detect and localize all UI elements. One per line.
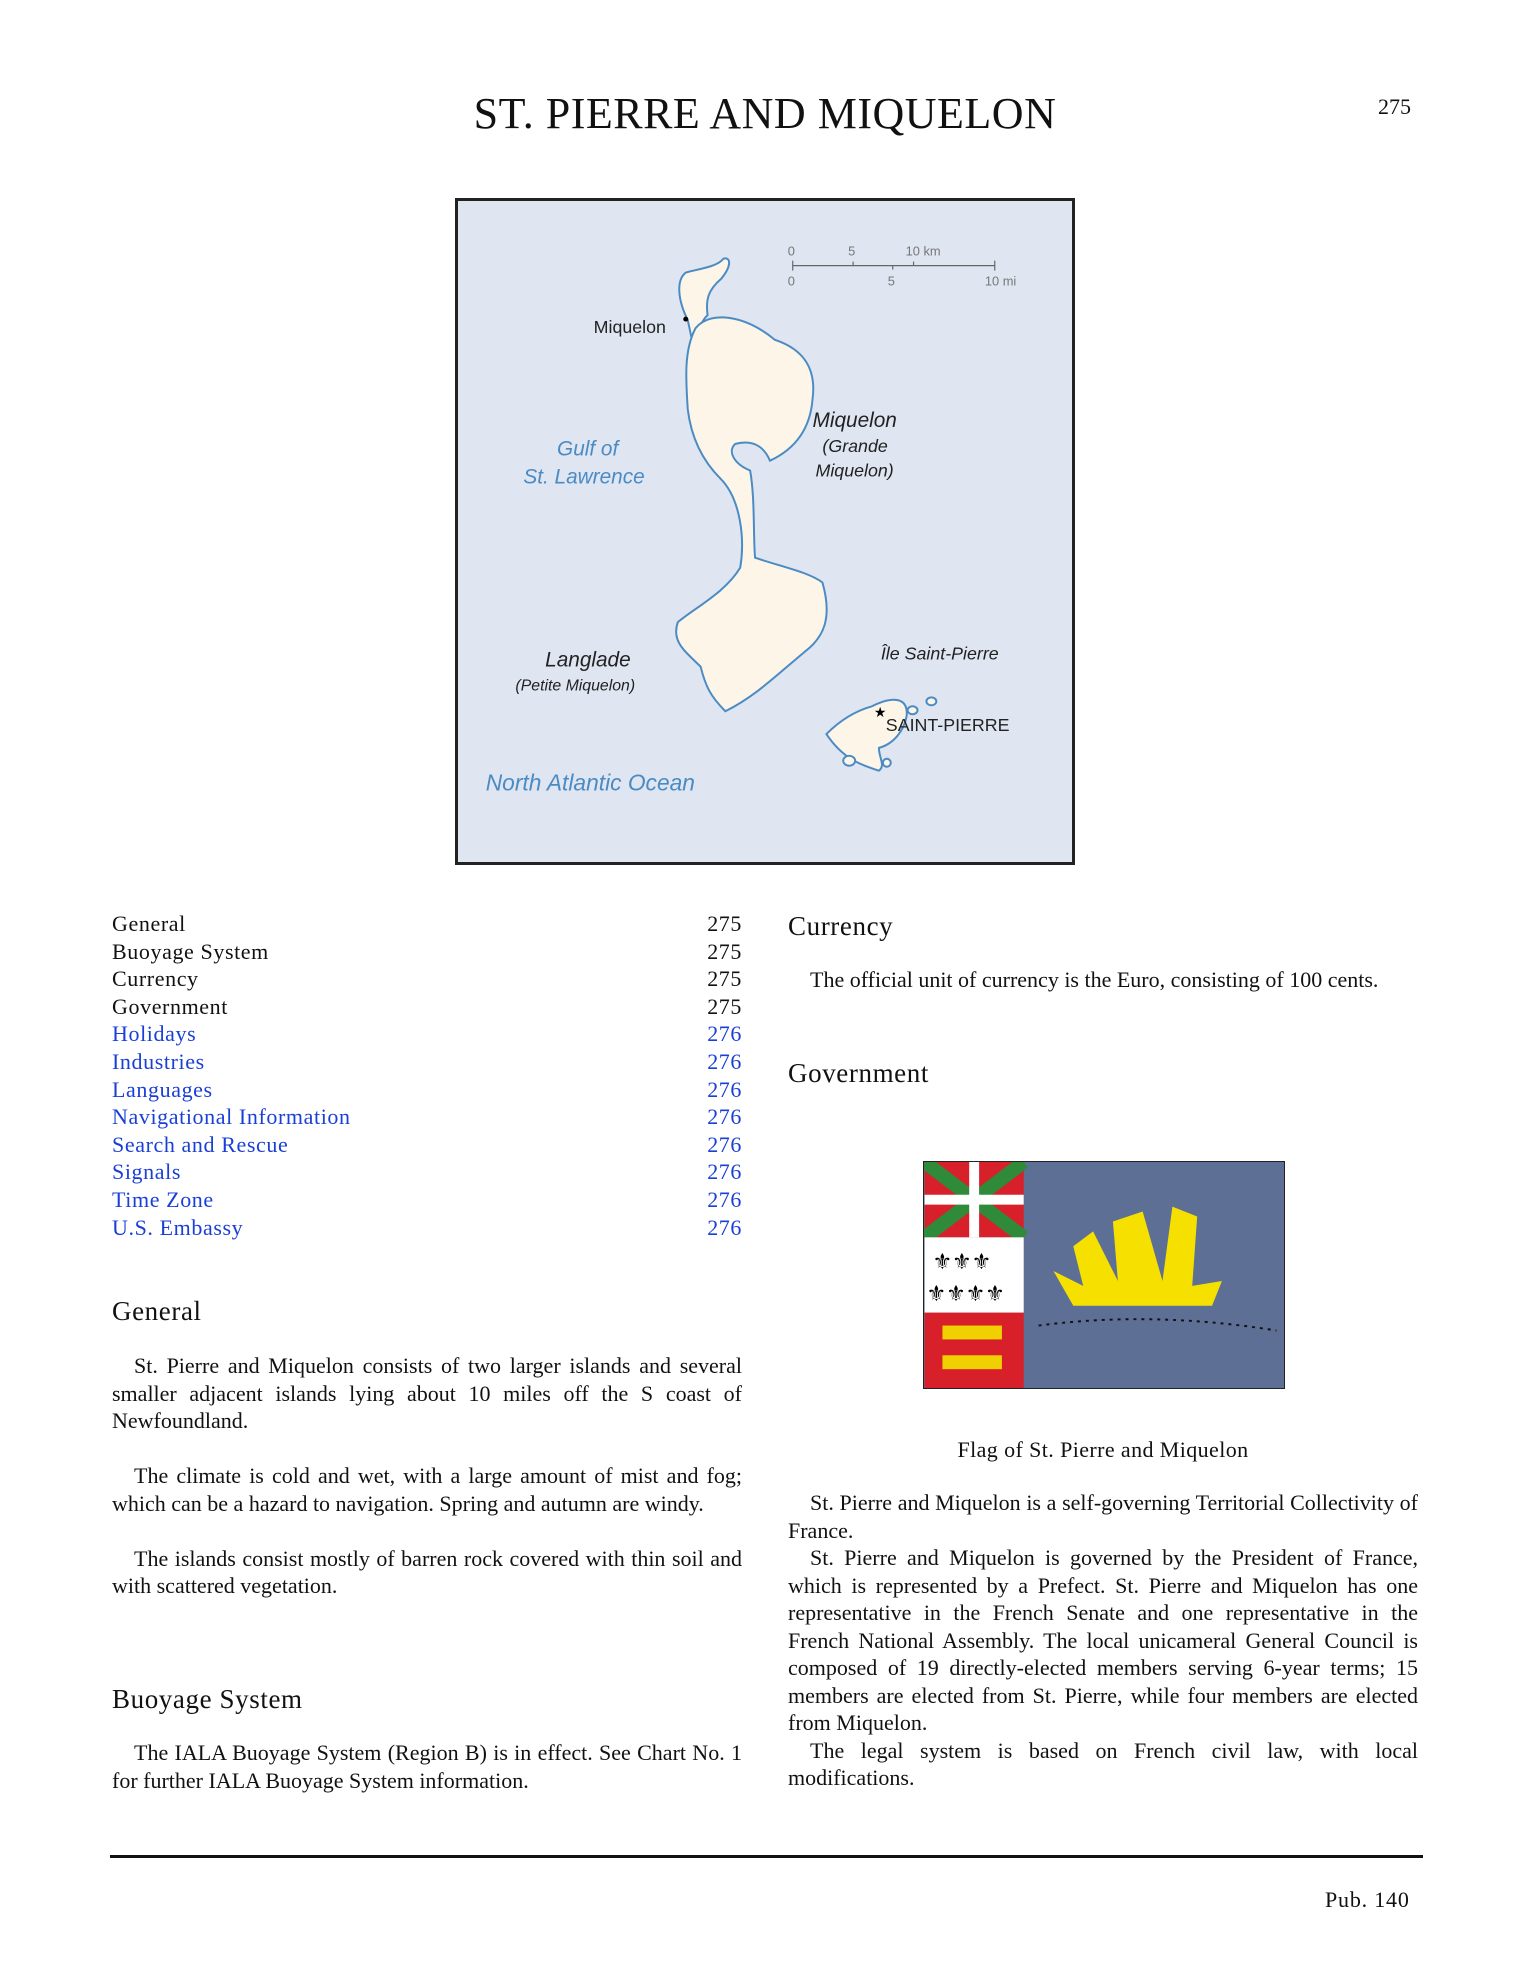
toc-page: 276	[707, 1104, 742, 1130]
saint-pierre-label: SAINT-PIERRE	[885, 715, 1010, 736]
page-number: 275	[1378, 94, 1411, 119]
toc-page: 276	[707, 1048, 742, 1074]
toc-entry[interactable]	[112, 1186, 742, 1214]
toc-entry[interactable]	[112, 1020, 742, 1048]
paragraph: St. Pierre and Miquelon is a self-governing Territorial Collectivity of France.	[788, 1490, 1418, 1543]
toc-page: 276	[707, 1186, 742, 1212]
currency-heading: Currency	[788, 911, 894, 941]
svg-text:★: ★	[873, 704, 887, 721]
paragraph: The legal system is based on French civil law, with local modifications.	[788, 1737, 1418, 1790]
toc-page: 276	[707, 1131, 742, 1157]
toc-page: 275	[707, 911, 742, 936]
grande-label: (Grande	[822, 435, 888, 456]
miquelon-town-label: Miquelon	[593, 316, 666, 337]
grande-miquelon-land	[676, 317, 827, 711]
buoyage-heading: Buoyage System	[112, 1684, 303, 1714]
paragraph: St. Pierre and Miquelon consists of two larger islands and several smaller adjacent islands lying about 10 miles off the S coast of Newfoundland.	[112, 1353, 742, 1433]
toc-entry	[112, 965, 742, 993]
toc-page: 276	[707, 1021, 742, 1047]
islet	[883, 759, 891, 767]
toc-label: Navigational Information	[112, 1104, 351, 1130]
islet	[843, 756, 855, 766]
currency-text	[788, 966, 1418, 994]
scale-mi-5: 5	[887, 273, 895, 289]
gulf-label-2: St. Lawrence	[523, 465, 645, 489]
toc-page: 275	[707, 966, 742, 992]
toc-entry	[112, 993, 742, 1021]
svg-text:⚜⚜⚜⚜: ⚜⚜⚜⚜	[926, 1281, 1005, 1306]
toc-entry[interactable]	[112, 1214, 742, 1242]
toc-entry[interactable]	[112, 1131, 742, 1159]
toc-entry[interactable]	[112, 1048, 742, 1076]
paragraph: The climate is cold and wet, with a large amount of mist and fog; which can be a hazard to navigation. Spring and autumn are windy.	[112, 1463, 742, 1516]
general-text	[112, 1352, 742, 1600]
toc-entry	[112, 938, 742, 966]
toc-page: 276	[707, 1214, 742, 1240]
paragraph: The islands consist mostly of barren rock covered with thin soil and with scattered vegetation.	[112, 1545, 742, 1598]
toc-page: 275	[707, 993, 742, 1019]
page-title: ST. PIERRE AND MIQUELON	[473, 89, 1057, 138]
toc-label: Buoyage System	[112, 938, 269, 964]
toc-label: U.S. Embassy	[112, 1214, 244, 1240]
map-figure	[455, 198, 1075, 865]
scale-km-0: 0	[787, 243, 795, 259]
miquelon-island-label: Miquelon	[812, 409, 897, 433]
flag-caption: Flag of St. Pierre and Miquelon	[957, 1437, 1249, 1462]
toc-label: Industries	[112, 1048, 205, 1074]
footer-rule	[110, 1855, 1423, 1858]
grande-label-2: Miquelon)	[815, 460, 894, 481]
general-heading: General	[112, 1296, 202, 1326]
paragraph: The IALA Buoyage System (Region B) is in effect. See Chart No. 1 for further IALA Buoyage System information.	[112, 1740, 742, 1793]
toc-label: Languages	[112, 1076, 213, 1102]
toc-label: General	[112, 911, 186, 936]
paragraph: The official unit of currency is the Euro, consisting of 100 cents.	[810, 967, 1379, 992]
ile-saint-pierre-label: Île Saint-Pierre	[880, 643, 999, 664]
toc-entry[interactable]	[112, 1158, 742, 1186]
toc-page: 276	[707, 1159, 742, 1185]
toc-entry	[112, 910, 742, 938]
langlade-label: Langlade	[545, 648, 631, 672]
scale-mi-10: 10 mi	[984, 273, 1017, 289]
scale-km-10: 10 km	[905, 243, 941, 259]
gulf-label: Gulf of	[557, 437, 619, 461]
ile-saint-pierre-land	[826, 700, 906, 771]
flag-image	[923, 1161, 1285, 1389]
toc-entry[interactable]	[112, 1103, 742, 1131]
islet	[908, 706, 918, 714]
toc-label: Time Zone	[112, 1186, 214, 1212]
svg-text:⚜⚜⚜: ⚜⚜⚜	[932, 1250, 992, 1275]
petite-label: (Petite Miquelon)	[515, 677, 636, 695]
scale-mi-0: 0	[787, 273, 795, 289]
scale-km-5: 5	[848, 243, 856, 259]
government-text	[788, 1489, 1418, 1792]
publication-label: Pub. 140	[1325, 1887, 1410, 1912]
toc-entry[interactable]	[112, 1076, 742, 1104]
government-heading: Government	[788, 1058, 929, 1088]
toc-label: Search and Rescue	[112, 1131, 289, 1157]
toc-label: Signals	[112, 1159, 181, 1185]
toc-page: 275	[707, 938, 742, 964]
ocean-label: North Atlantic Ocean	[485, 769, 695, 796]
paragraph: St. Pierre and Miquelon is governed by the President of France, which is represented by a Prefect. St. Pierre and Miquelon has one representative in the French Senate and one representative in the French National Assembly. The local unicameral General Council is composed of 19 directly-elected members serving 6-year terms; 15 members are elected from St. Pierre, while four members are elected from Miquelon.	[788, 1545, 1418, 1735]
toc-label: Holidays	[112, 1021, 197, 1047]
islet	[926, 697, 936, 705]
buoyage-text	[112, 1739, 742, 1794]
toc-label: Currency	[112, 966, 199, 992]
toc-page: 276	[707, 1076, 742, 1102]
toc-label: Government	[112, 993, 228, 1019]
table-of-contents	[112, 910, 742, 1241]
